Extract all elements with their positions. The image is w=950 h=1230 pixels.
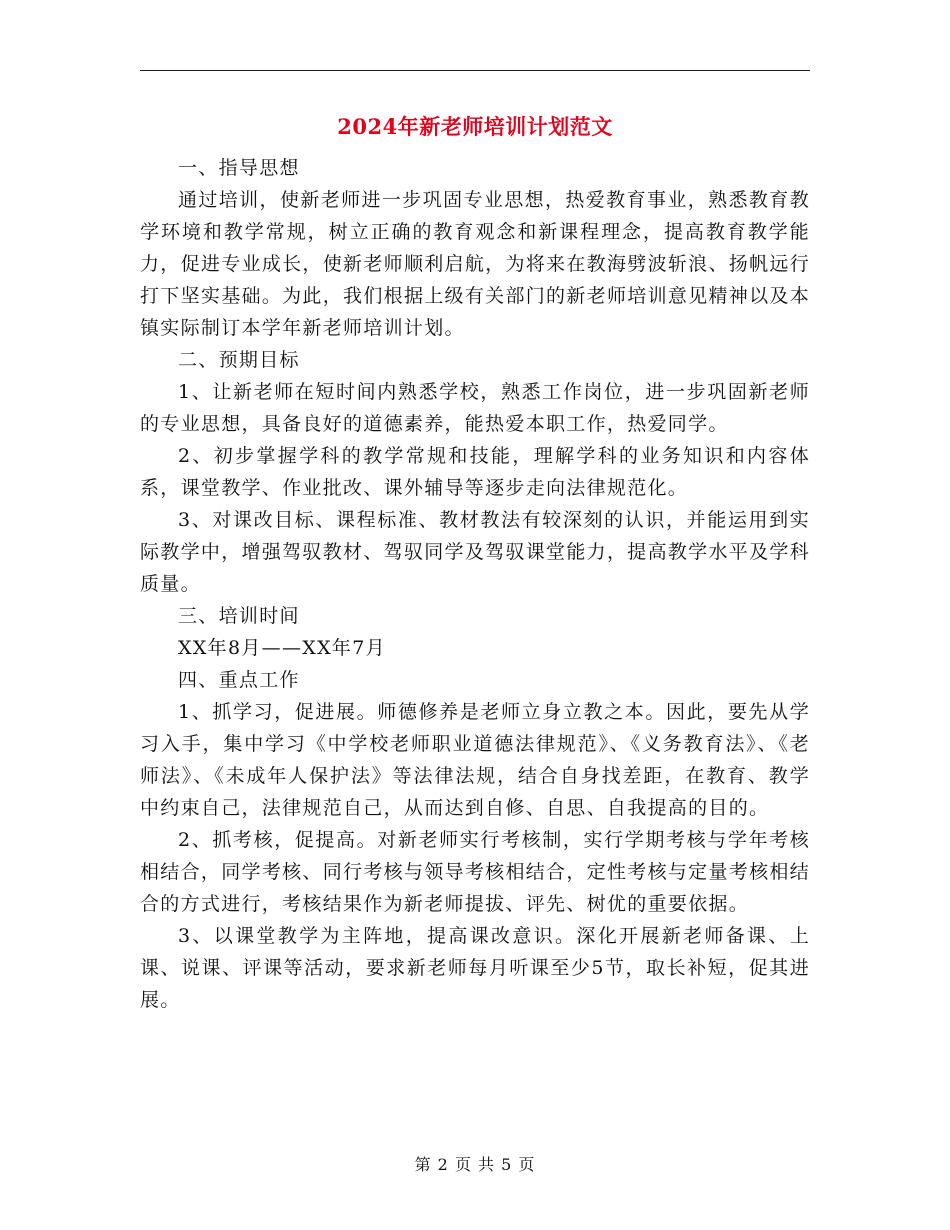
paragraph-key-work-2: 2、抓考核，促提高。对新老师实行考核制，实行学期考核与学年考核相结合，同学考核、同行考核与领导考核相结合，定性考核与定量考核相结合的方式进行，考核结果作为新老师提拔、评先、树优的重要依据。 [140,829,810,915]
document-body [140,152,810,1016]
document-title: 2024年新老师培训计划范文 [337,114,613,139]
section-heading-key-work: 四、重点工作 [178,669,300,691]
section-heading-guiding-ideology: 一、指导思想 [178,157,300,179]
paragraph-goal-2: 2、初步掌握学科的教学常规和技能，理解学科的业务知识和内容体系，课堂教学、作业批改、课外辅导等逐步走向法律规范化。 [140,445,810,499]
paragraph-goal-1: 1、让新老师在短时间内熟悉学校，熟悉工作岗位，进一步巩固新老师的专业思想，具备良好的道德素养，能热爱本职工作，热爱同学。 [140,381,810,435]
paragraph-guiding-ideology: 通过培训，使新老师进一步巩固专业思想，热爱教育事业，熟悉教育教学环境和教学常规，树立正确的教育观念和新课程理念，提高教育教学能力，促进专业成长，使新老师顺利启航，为将来在教海劈波斩浪、扬帆远行打下坚实基础。为此，我们根据上级有关部门的新老师培训意见精神以及本镇实际制订本学年新老师培训计划。 [140,189,810,339]
paragraph-key-work-3: 3、以课堂教学为主阵地，提高课改意识。深化开展新老师备课、上课、说课、评课等活动，要求新老师每月听课至少5节，取长补短，促其进展。 [140,925,810,1011]
paragraph-goal-3: 3、对课改目标、课程标准、教材教法有较深刻的认识，并能运用到实际教学中，增强驾驭教材、驾驭同学及驾驭课堂能力，提高教学水平及学科质量。 [140,509,810,595]
paragraph-key-work-1: 1、抓学习，促进展。师德修养是老师立身立教之本。因此，要先从学习入手，集中学习《中学校老师职业道德法律规范》、《义务教育法》、《老师法》、《未成年人保护法》等法律法规，结合自身找差距，在教育、教学中约束自己，法律规范自己，从而达到自修、自思、自我提高的目的。 [140,701,810,819]
paragraph-training-period: XX年8月——XX年7月 [178,637,386,659]
page-number-footer: 第 2 页 共 5 页 [414,1155,536,1174]
header-rule [140,70,810,71]
section-heading-training-time: 三、培训时间 [178,605,300,627]
section-heading-expected-goals: 二、预期目标 [178,349,300,371]
